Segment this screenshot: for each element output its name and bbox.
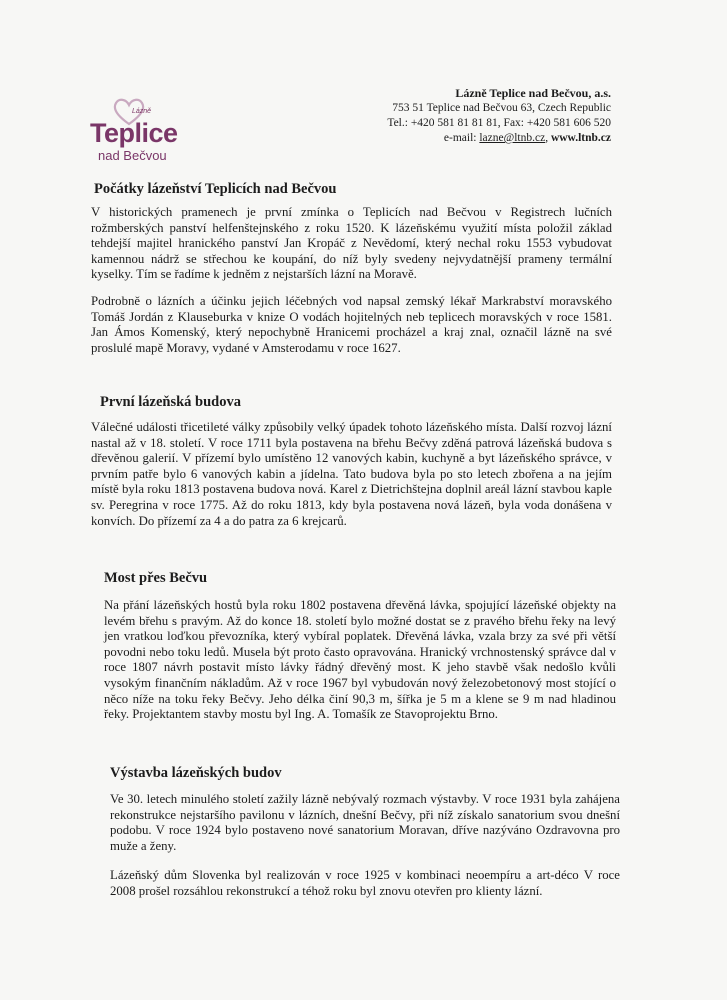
contact-separator: ,: [545, 132, 551, 144]
paragraph-construction-2: Lázeňský dům Slovenka byl realizován v roce 1925 v kombinaci neoempíru a art-déco V roce 2008 prošel rozsáhlou rekonstrukcí a téhož roku byl znovu otevřen pro klienty lázní.: [110, 868, 620, 898]
section-title-construction: Výstavba lázeňských budov: [110, 765, 282, 781]
logo-small-text: Lázně: [132, 108, 152, 115]
logo-main-text: Teplice: [90, 118, 178, 148]
paragraph-bridge: Na přání lázeňských hostů byla roku 1802 postavena dřevěná lávka, spojující lázeňské objekty na levém břehu s pravým. Až do konce 18. století bylo možné dostat se z pravého břehu řeky na levý jen vratkou loďkou převozníka, který vybíral poplatek. Dřevěná lávka, vzala brzy za své při větší povodni nebo toku ledů. Musela být proto často opravována. Hranický vrchnostenský správce dal v roce 1807 návrh postavit místo lávky řádný dřevěný most. K jeho stavbě však nedošlo kvůli vysokým finančním nákladům. Až v roce 1967 byl vybudován nový železobetonový most stojící o něco níže na toku řeky Bečvy. Jeho délka činí 90,3 m, šířka je 5 m a klene se 9 m nad hladinou řeky. Projektantem stavby mostu byl Ing. A. Tomašík ze Stavoprojektu Brno.: [104, 598, 616, 722]
paragraph-construction-1: Ve 30. letech minulého století zažily lázně nebývalý rozmach výstavby. V roce 1931 byla zahájena rekonstrukce nejstaršího pavilonu v lázních, dnešní Bečvy, při níž získalo sanatorium svou dnešní podobu. V roce 1924 bylo postaveno nové sanatorium Moravan, dříve nazýváno Ozdravovna pro muže a ženy.: [110, 792, 620, 853]
paragraph-origins-1: V historických pramenech je první zmínka o Teplicích nad Bečvou v Registrech lučních rožmberských panství helfenštejnského z roku 1520. K lázeňskému využití místa položil základ tehdejší majitel hranického panství Jan Kropáč z Nevědomí, který nechal roku 1553 vybudovat kamennou nádrž se střechou ke koupání, do níž byly svedeny nejvydatnější prameny termální kyselky. Tím se řadíme k jedněm z nejstarších lázní na Moravě.: [91, 205, 612, 282]
company-address: 753 51 Teplice nad Bečvou 63, Czech Republic: [392, 102, 611, 114]
paragraph-first-building: Válečné události třicetileté války způsobily velký úpadek tohoto lázeňského místa. Další rozvoj lázní nastal až v 18. století. V roce 1711 byla postavena na břehu Bečvy zděná patrová lázeňská budova s dřevěnou galerií. V přízemí bylo umístěno 12 vanových kabin, kuchyně a byt lázeňského správce, v prvním patře bylo 6 vanových kabin a jídelna. Tato budova byla po sto letech zbořena a na jejím místě byla roku 1813 postavena budova nová. Karel z Dietrichštejna doplnil areál lázní stavbou kaple sv. Peregrina v roce 1775. Až do roku 1813, kdy byla postavena nová lázeň, byla voda donášena v konvích. Do přízemí za 4 a do patra za 6 krejcarů.: [91, 420, 612, 528]
company-logo: [86, 96, 196, 168]
logo-sub-text: nad Bečvou: [98, 148, 167, 163]
section-title-first-building: První lázeňská budova: [100, 394, 241, 410]
company-phone-fax: Tel.: +420 581 81 81 81, Fax: +420 581 606 520: [387, 117, 611, 129]
company-info: [387, 86, 611, 146]
company-contact-line: [387, 131, 611, 146]
website-link[interactable]: www.ltnb.cz: [550, 132, 611, 144]
paragraph-origins-2: Podrobně o lázních a účinku jejich léčebných vod napsal zemský lékař Markrabství moravského Tomáš Jordán z Klauseburka v knize O vodách hojitelných neb teplicech moravských v roce 1581. Jan Ámos Komenský, který nepochybně Hranicemi procházel a kraj znal, označil lázně na své proslulé mapě Moravy, vydané v Amsterodamu v roce 1627.: [91, 294, 612, 355]
company-name: Lázně Teplice nad Bečvou, a.s.: [455, 86, 611, 100]
email-link[interactable]: lazne@ltnb.cz: [479, 132, 546, 144]
section-title-bridge: Most přes Bečvu: [104, 570, 208, 586]
email-label: e-mail:: [443, 132, 480, 144]
section-title-origins: Počátky lázeňství Teplicích nad Bečvou: [94, 181, 337, 197]
